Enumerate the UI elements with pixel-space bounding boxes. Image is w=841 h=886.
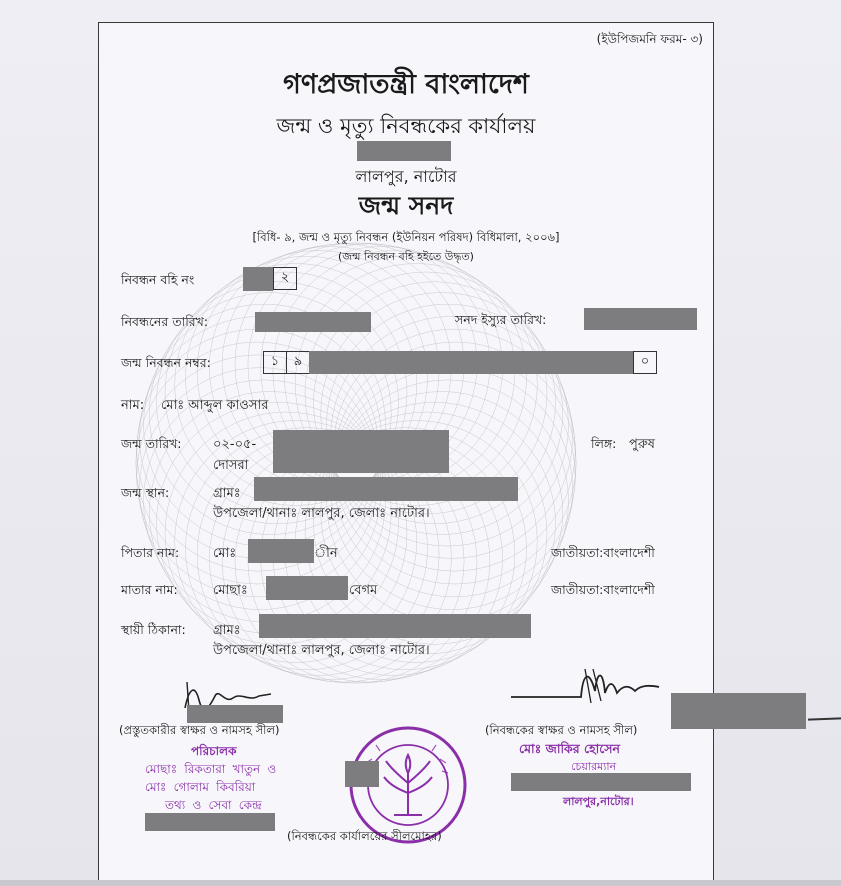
address-upazila: উপজেলা/থানাঃ লালপুর, জেলাঃ নাটোর। xyxy=(213,643,430,658)
redacted-preparer-name xyxy=(187,705,283,723)
reg-no-digit-1: ১ xyxy=(263,351,287,374)
form-number: (ইউপিজমনি ফরম- ৩) xyxy=(596,32,703,46)
dob-in-words: দোসরা xyxy=(213,458,249,473)
registrar-title: চেয়ারম্যান xyxy=(571,760,617,773)
redacted-preparer-union xyxy=(145,813,275,831)
address-label: স্থায়ী ঠিকানা: xyxy=(121,622,186,637)
redacted-dob-words xyxy=(273,451,449,473)
father-label: পিতার নাম: xyxy=(121,545,180,560)
book-no-label: নিবন্ধন বহি নং xyxy=(121,272,195,287)
redacted-reg-no xyxy=(309,351,633,374)
mother-prefix: মোছাঃ xyxy=(213,583,248,598)
father-prefix: মোঃ xyxy=(213,546,237,561)
dob-value: ০২-০৫- xyxy=(213,437,257,452)
redacted-birthplace-village xyxy=(254,477,518,501)
birthplace-village: গ্রামঃ xyxy=(213,486,241,501)
mother-nationality: জাতীয়তা:বাংলাদেশী xyxy=(551,582,655,597)
certificate-title: জন্ম সনদ xyxy=(358,191,454,220)
seal-caption: (নিবন্ধকের কার্যালয়ের সীলমোহর) xyxy=(287,829,442,843)
redacted-seal-part xyxy=(345,761,379,787)
redacted-mother-name xyxy=(266,576,348,600)
preparer-title: পরিচালক xyxy=(191,744,237,758)
redacted-issue-date xyxy=(584,308,697,330)
reg-date-label: নিবন্ধনের তারিখ: xyxy=(121,314,209,329)
reg-no-digit-2: ৯ xyxy=(286,351,310,374)
name-value: মোঃ আব্দুল কাওসার xyxy=(161,398,269,413)
preparer-caption: (প্রস্তুতকারীর স্বাক্ষর ও নামসহ সীল) xyxy=(119,723,280,737)
country-heading: গণপ্রজাতন্ত্রী বাংলাদেশ xyxy=(283,69,529,100)
mother-suffix: বেগম xyxy=(349,583,378,598)
office-heading: জন্ম ও মৃত্যু নিবন্ধকের কার্যালয় xyxy=(276,114,536,138)
preparer-center: তথ্য ও সেবা কেন্দ্র xyxy=(165,798,262,812)
name-label: নাম: xyxy=(121,398,145,413)
address-village: গ্রামঃ xyxy=(213,623,241,638)
preparer-name-1: মোছাঃ রিকতারা খাতুন ও xyxy=(145,762,277,776)
issue-date-label: সনদ ইস্যুর তারিখ: xyxy=(455,312,547,327)
redacted-dob-year xyxy=(273,430,449,452)
reg-no-digit-last: ০ xyxy=(633,351,657,374)
redacted-union-name xyxy=(357,141,451,161)
birthplace-upazila: উপজেলা/থানাঃ লালপুর, জেলাঃ নাটোর। xyxy=(213,506,430,521)
preparer-name-2: মোঃ গোলাম কিবরিয়া xyxy=(145,780,256,794)
birthplace-label: জন্ম স্থান: xyxy=(121,485,170,500)
book-no-box: ২ xyxy=(273,267,297,290)
certificate-frame xyxy=(98,22,714,882)
dob-label: জন্ম তারিখ: xyxy=(121,436,182,451)
rule-reference: [বিধি- ৯, জন্ম ও মৃত্যু নিবন্ধন (ইউনিয়ন পরিষদ) বিধিমালা, ২০০৬] xyxy=(252,230,560,244)
registrar-signature xyxy=(509,663,679,707)
redacted-registrar-seal xyxy=(671,693,806,729)
registrar-caption: (নিবন্ধকের স্বাক্ষর ও নামসহ সীল) xyxy=(485,723,638,737)
registrar-name: মোঃ জাকির হোসেন xyxy=(519,741,621,756)
gender-value: পুরুষ xyxy=(629,437,655,452)
extract-note: (জন্ম নিবন্ধন বহি হইতে উদ্ধৃত) xyxy=(338,250,474,263)
location-heading: লালপুর, নাটোর xyxy=(355,167,457,186)
bottom-edge xyxy=(0,880,841,886)
redacted-father-name xyxy=(248,539,314,563)
redacted-address-village xyxy=(259,614,531,638)
registrar-place: লালপুর,নাটোর। xyxy=(563,795,634,808)
birth-reg-no-label: জন্ম নিবন্ধন নম্বর: xyxy=(121,355,211,370)
father-suffix: ীন xyxy=(314,546,338,561)
redacted-registrar-union xyxy=(511,773,691,791)
redacted-reg-date xyxy=(255,312,371,332)
gender-label: লিঙ্গ: xyxy=(591,436,617,451)
father-nationality: জাতীয়তা:বাংলাদেশী xyxy=(551,545,655,560)
redacted-book-prefix xyxy=(243,267,273,291)
mother-label: মাতার নাম: xyxy=(121,582,178,597)
